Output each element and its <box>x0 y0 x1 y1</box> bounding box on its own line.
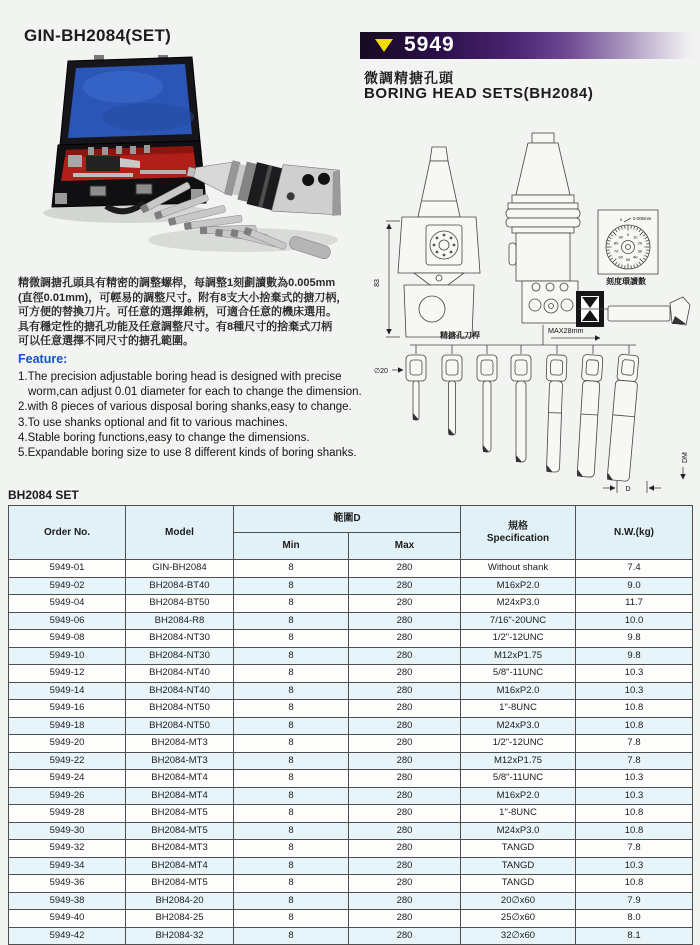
table-cell: 1"-8UNC <box>461 700 576 718</box>
tool-in-case <box>68 155 82 167</box>
subtitle-english: BORING HEAD SETS(BH2084) <box>364 85 593 102</box>
table-cell: 280 <box>349 560 461 578</box>
table-row <box>9 682 693 700</box>
dim-83-label: 83 <box>374 279 381 287</box>
table-cell: 5949-24 <box>9 770 126 788</box>
dia-20-label: ∅20 <box>374 368 388 375</box>
boring-bar-drawing <box>511 355 531 462</box>
table-cell: 5949-38 <box>9 892 126 910</box>
table-cell: BH2084-NT30 <box>126 630 234 648</box>
table-cell: 280 <box>349 752 461 770</box>
table-cell: 10.3 <box>576 770 693 788</box>
table-cell: M16xP2.0 <box>461 682 576 700</box>
table-cell: 5949-40 <box>9 910 126 928</box>
table-cell: 5949-16 <box>9 700 126 718</box>
table-cell: 280 <box>349 910 461 928</box>
table-cell: 280 <box>349 595 461 613</box>
table-cell: 280 <box>349 927 461 945</box>
table-cell: 8 <box>234 717 349 735</box>
table-row <box>9 857 693 875</box>
table-cell: 280 <box>349 892 461 910</box>
table-row <box>9 717 693 735</box>
table-cell: 8 <box>234 840 349 858</box>
table-row <box>9 577 693 595</box>
table-cell: 8 <box>234 735 349 753</box>
table-cell: 280 <box>349 700 461 718</box>
table-cell: BH2084-MT5 <box>126 875 234 893</box>
boring-bar-family <box>374 325 689 493</box>
feature-item: 3.To use shanks optional and fit to various machines. <box>18 416 372 431</box>
table-cell: BH2084-MT3 <box>126 752 234 770</box>
table-cell: 280 <box>349 577 461 595</box>
case-latch <box>136 184 152 194</box>
table-cell: 5949-20 <box>9 735 126 753</box>
table-title: BH2084 SET <box>8 488 79 502</box>
table-cell: 5949-42 <box>9 927 126 945</box>
description-line: 精微調搪孔頭具有精密的調整螺桿，每調整1刻劃讀數為0.005mm <box>18 276 368 291</box>
table-cell: Without shank <box>461 560 576 578</box>
table-cell: 8 <box>234 630 349 648</box>
table-cell: 8 <box>234 927 349 945</box>
table-cell: M24xP3.0 <box>461 822 576 840</box>
table-cell: 10.8 <box>576 805 693 823</box>
table-cell: 7.9 <box>576 892 693 910</box>
bars-group-label: 精搪孔刀桿 <box>439 330 480 340</box>
table-row <box>9 805 693 823</box>
table-cell: 32∅x60 <box>461 927 576 945</box>
max-28mm-label: MAX28mm <box>548 326 584 335</box>
table-cell: 280 <box>349 647 461 665</box>
table-cell: 1/2"-12UNC <box>461 630 576 648</box>
boring-head-side-drawing <box>374 147 480 337</box>
table-cell: 9.8 <box>576 647 693 665</box>
dial-number: 10 <box>633 234 638 239</box>
dial-number: 0 <box>627 232 630 237</box>
table-cell: 5949-34 <box>9 857 126 875</box>
table-cell: 10.8 <box>576 822 693 840</box>
table-row <box>9 752 693 770</box>
table-cell: M16xP2.0 <box>461 787 576 805</box>
table-cell: BH2084-32 <box>126 927 234 945</box>
feature-item: 2.with 8 pieces of various disposal boring shanks,easy to change. <box>18 400 372 415</box>
table-cell: BH2084-MT4 <box>126 770 234 788</box>
table-cell: 280 <box>349 665 461 683</box>
table-cell: 8 <box>234 682 349 700</box>
table-cell: 8 <box>234 805 349 823</box>
table-row <box>9 822 693 840</box>
table-cell: 5949-28 <box>9 805 126 823</box>
table-row <box>9 665 693 683</box>
table-cell: BH2084-MT3 <box>126 735 234 753</box>
table-row <box>9 840 693 858</box>
table-row <box>9 735 693 753</box>
dial-number: 70 <box>614 248 619 253</box>
tech-drawing <box>370 125 695 495</box>
product-photo <box>28 55 358 270</box>
table-cell: BH2084-MT4 <box>126 857 234 875</box>
table-cell: 5949-32 <box>9 840 126 858</box>
table-cell: TANGD <box>461 857 576 875</box>
table-cell: BH2084-MT4 <box>126 787 234 805</box>
dial-drawing <box>598 210 658 286</box>
table-cell: M24xP3.0 <box>461 595 576 613</box>
case-latch <box>90 186 106 196</box>
table-cell: 7.4 <box>576 560 693 578</box>
spec-table-body <box>9 560 693 945</box>
table-row <box>9 787 693 805</box>
table-cell: 8 <box>234 875 349 893</box>
table-cell: 10.3 <box>576 857 693 875</box>
table-cell: 5949-08 <box>9 630 126 648</box>
product-title: GIN-BH2084(SET) <box>24 26 171 46</box>
feature-item: 5.Expandable boring size to use 8 different kinds of boring shanks. <box>18 446 372 461</box>
table-cell: 280 <box>349 840 461 858</box>
table-cell: 8 <box>234 647 349 665</box>
table-cell: 280 <box>349 682 461 700</box>
col-model: Model <box>126 506 234 560</box>
table-row <box>9 927 693 945</box>
description-line: 可以任意選擇不同尺寸的搪孔範圍。 <box>18 334 368 349</box>
table-cell: BH2084-MT5 <box>126 805 234 823</box>
bar-in-case <box>140 170 186 174</box>
table-cell: 25∅x60 <box>461 910 576 928</box>
table-cell: 10.8 <box>576 700 693 718</box>
table-cell: BH2084-NT50 <box>126 717 234 735</box>
table-cell: 5949-12 <box>9 665 126 683</box>
bar-in-case <box>73 173 133 177</box>
table-cell: 5949-22 <box>9 752 126 770</box>
table-cell: 20∅x60 <box>461 892 576 910</box>
dial-number: 30 <box>638 248 643 253</box>
dial-number: 60 <box>618 255 623 260</box>
dial-number: 50 <box>626 257 631 262</box>
table-cell: 10.3 <box>576 682 693 700</box>
table-cell: 280 <box>349 805 461 823</box>
table-cell: 8 <box>234 577 349 595</box>
col-range-d: 範圍D <box>234 506 461 533</box>
table-cell: 8 <box>234 787 349 805</box>
table-cell: 5949-26 <box>9 787 126 805</box>
table-cell: 5949-02 <box>9 577 126 595</box>
table-row <box>9 560 693 578</box>
table-cell: BH2084-MT3 <box>126 840 234 858</box>
dial-increment-label: 0.005mm <box>633 216 652 221</box>
series-banner <box>360 32 700 59</box>
table-cell: 8 <box>234 822 349 840</box>
case-corner <box>55 193 67 204</box>
table-cell: 280 <box>349 717 461 735</box>
boring-head-in-case <box>86 156 120 171</box>
table-row <box>9 770 693 788</box>
table-cell: BH2084-BT50 <box>126 595 234 613</box>
table-cell: 8 <box>234 892 349 910</box>
table-cell: 280 <box>349 612 461 630</box>
table-row <box>9 910 693 928</box>
table-cell: 5949-30 <box>9 822 126 840</box>
table-cell: BH2084-MT5 <box>126 822 234 840</box>
case-lid <box>60 55 200 145</box>
table-cell: 8 <box>234 857 349 875</box>
col-max: Max <box>349 533 461 560</box>
d-label: D <box>625 486 630 493</box>
table-cell: 5/8"-11UNC <box>461 770 576 788</box>
table-cell: 10.8 <box>576 875 693 893</box>
table-cell: 7.8 <box>576 752 693 770</box>
feature-heading: Feature: <box>18 352 67 366</box>
table-cell: BH2084-NT30 <box>126 647 234 665</box>
boring-bar-drawing <box>543 355 567 473</box>
triangle-down-icon <box>375 39 393 52</box>
table-cell: 10.8 <box>576 717 693 735</box>
table-cell: BH2084-NT40 <box>126 682 234 700</box>
spec-table-header <box>9 506 693 560</box>
table-cell: 280 <box>349 857 461 875</box>
table-cell: 8 <box>234 560 349 578</box>
table-cell: 5949-14 <box>9 682 126 700</box>
table-cell: 8.1 <box>576 927 693 945</box>
table-cell: 10.3 <box>576 665 693 683</box>
description-line: 具有穩定性的搪孔功能及任意調整尺寸。有8種尺寸的捨棄式刀柄 <box>18 320 368 335</box>
subtitle-chinese: 微調精搪孔頭 <box>364 68 454 88</box>
dial-number: 20 <box>638 241 643 246</box>
col-net-weight: N.W.(kg) <box>576 506 693 560</box>
dial-number: 40 <box>633 255 638 260</box>
table-cell: 8 <box>234 612 349 630</box>
table-cell: 280 <box>349 822 461 840</box>
table-row <box>9 892 693 910</box>
spec-table <box>8 505 693 945</box>
boring-bar-drawing <box>607 354 640 481</box>
table-cell: 8 <box>234 595 349 613</box>
description-line: (直徑0.01mm)，可輕易的調整尺寸。附有8支大小捨棄式的搪刀柄， <box>18 291 368 306</box>
table-cell: M24xP3.0 <box>461 717 576 735</box>
series-number: 5949 <box>404 33 455 57</box>
table-cell: 280 <box>349 770 461 788</box>
table-cell: 11.7 <box>576 595 693 613</box>
description-chinese <box>18 276 368 349</box>
table-row <box>9 875 693 893</box>
table-cell: 10.3 <box>576 787 693 805</box>
table-cell: M12xP1.75 <box>461 752 576 770</box>
table-cell: BH2084-BT40 <box>126 577 234 595</box>
description-line: 可方便的替換刀片。可任意的選擇錐柄，可適合任意的機床選用。 <box>18 305 368 320</box>
boring-bar-drawing <box>406 355 426 420</box>
table-cell: 8 <box>234 752 349 770</box>
col-order-no: Order No. <box>9 506 126 560</box>
table-cell: BH2084-20 <box>126 892 234 910</box>
table-cell: BH2084-R8 <box>126 612 234 630</box>
table-cell: 5/8"-11UNC <box>461 665 576 683</box>
table-cell: 7/16"-20UNC <box>461 612 576 630</box>
table-cell: 5949-06 <box>9 612 126 630</box>
table-cell: 280 <box>349 630 461 648</box>
boring-bar-drawing <box>576 354 603 477</box>
table-cell: 8 <box>234 665 349 683</box>
table-cell: 5949-04 <box>9 595 126 613</box>
table-cell: 5949-36 <box>9 875 126 893</box>
dial-caption: 刻度環讀數 <box>606 276 646 286</box>
table-cell: 8 <box>234 700 349 718</box>
table-cell: BH2084-NT50 <box>126 700 234 718</box>
table-cell: 5949-10 <box>9 647 126 665</box>
table-cell: 5949-01 <box>9 560 126 578</box>
table-row <box>9 700 693 718</box>
table-cell: 7.8 <box>576 840 693 858</box>
table-cell: 280 <box>349 735 461 753</box>
table-cell: M12xP1.75 <box>461 647 576 665</box>
col-spec-en: Specification <box>461 533 575 545</box>
table-cell: BH2084-NT40 <box>126 665 234 683</box>
table-cell: 7.8 <box>576 735 693 753</box>
table-cell: M16xP2.0 <box>461 577 576 595</box>
table-cell: GIN-BH2084 <box>126 560 234 578</box>
table-cell: 8 <box>234 910 349 928</box>
table-cell: 280 <box>349 787 461 805</box>
feature-item: 4.Stable boring functions,easy to change the dimensions. <box>18 431 372 446</box>
table-cell: TANGD <box>461 875 576 893</box>
col-spec-cn: 規格 <box>461 521 575 533</box>
table-cell: 8 <box>234 770 349 788</box>
table-cell: 10.0 <box>576 612 693 630</box>
table-cell: 1/2"-12UNC <box>461 735 576 753</box>
table-row <box>9 612 693 630</box>
table-cell: 280 <box>349 875 461 893</box>
feature-list <box>18 370 372 461</box>
table-cell: BH2084-25 <box>126 910 234 928</box>
col-min: Min <box>234 533 349 560</box>
table-row <box>9 595 693 613</box>
dial-number: 90 <box>618 234 623 239</box>
table-cell: 1"-8UNC <box>461 805 576 823</box>
boring-bar-drawing <box>477 355 497 452</box>
table-row <box>9 647 693 665</box>
table-cell: 9.0 <box>576 577 693 595</box>
table-cell: 9.8 <box>576 630 693 648</box>
dial-zero-label: 0 <box>620 217 623 222</box>
boring-bar-drawing <box>442 355 462 435</box>
dm-label: DM <box>682 452 689 463</box>
boring-bar-section <box>608 306 670 321</box>
dial-number: 80 <box>614 241 619 246</box>
table-cell: 8.0 <box>576 910 693 928</box>
table-row <box>9 630 693 648</box>
case-base <box>52 141 206 211</box>
table-cell: TANGD <box>461 840 576 858</box>
table-cell: 5949-18 <box>9 717 126 735</box>
col-specification <box>461 506 576 560</box>
feature-item: 1.The precision adjustable boring head is designed with precise worm,can adjust 0.01 diameter for each to change the dimension. <box>18 370 372 400</box>
